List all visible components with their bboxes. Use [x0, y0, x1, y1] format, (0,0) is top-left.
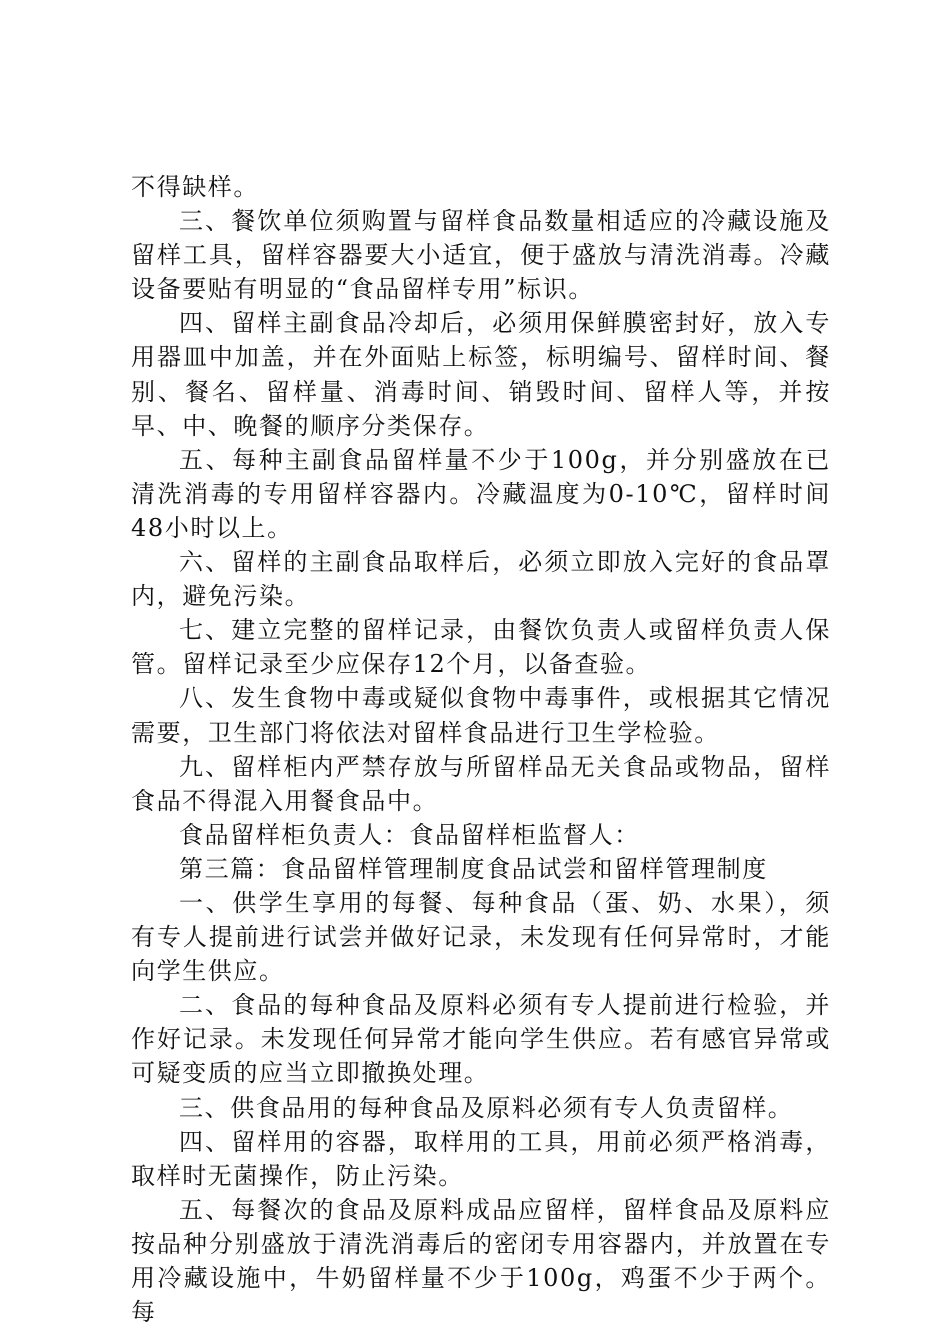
paragraph-5: 六、留样的主副食品取样后，必须立即放入完好的食品罩内，避免污染。 [131, 548, 831, 611]
signature-line: 食品留样柜负责人：食品留样柜监督人： [179, 820, 640, 849]
paragraph-7: 八、发生食物中毒或疑似食物中毒事件，或根据其它情况需要，卫生部门将依法对留样食品进行卫生学检验。 [131, 684, 831, 747]
paragraph-15: 五、每餐次的食品及原料成品应留样，留样食品及原料应按品种分别盛放于清洗消毒后的密闭专用容器内，并放置在专用冷藏设施中，牛奶留样量不少于100g，鸡蛋不少于两个。每 [131, 1195, 831, 1327]
paragraph-11: 一、供学生享用的每餐、每种食品（蛋、奶、水果），须有专人提前进行试尝并做好记录，未发现有任何异常时，才能向学生供应。 [131, 888, 831, 986]
paragraph-13: 三、供食品用的每种食品及原料必须有专人负责留样。 [179, 1093, 794, 1122]
paragraph-1: 不得缺样。 [131, 173, 259, 201]
section-heading: 第三篇：食品留样管理制度食品试尝和留样管理制度 [179, 854, 768, 883]
paragraph-6: 七、建立完整的留样记录，由餐饮负责人或留样负责人保管。留样记录至少应保存12个月，以备查验。 [131, 616, 831, 679]
paragraph-2: 三、餐饮单位须购置与留样食品数量相适应的冷藏设施及留样工具，留样容器要大小适宜，便于盛放与清洗消毒。冷藏设备要贴有明显的“食品留样专用”标识。 [131, 207, 831, 304]
paragraph-4: 五、每种主副食品留样量不少于100g，并分别盛放在已清洗消毒的专用留样容器内。冷藏温度为0-10℃，留样时间48小时以上。 [131, 445, 831, 542]
paragraph-8: 九、留样柜内严禁存放与所留样品无关食品或物品，留样食品不得混入用餐食品中。 [131, 752, 831, 815]
paragraph-14: 四、留样用的容器，取样用的工具，用前必须严格消毒，取样时无菌操作，防止污染。 [131, 1127, 831, 1190]
paragraph-12: 二、食品的每种食品及原料必须有专人提前进行检验，并作好记录。未发现任何异常才能向学生供应。若有感官异常或可疑变质的应当立即撤换处理。 [131, 991, 831, 1088]
paragraph-3: 四、留样主副食品冷却后，必须用保鲜膜密封好，放入专用器皿中加盖，并在外面贴上标签，标明编号、留样时间、餐别、餐名、留样量、消毒时间、销毁时间、留样人等，并按早、中、晚餐的顺序分类保存。 [131, 309, 831, 440]
document-body [131, 170, 831, 1329]
